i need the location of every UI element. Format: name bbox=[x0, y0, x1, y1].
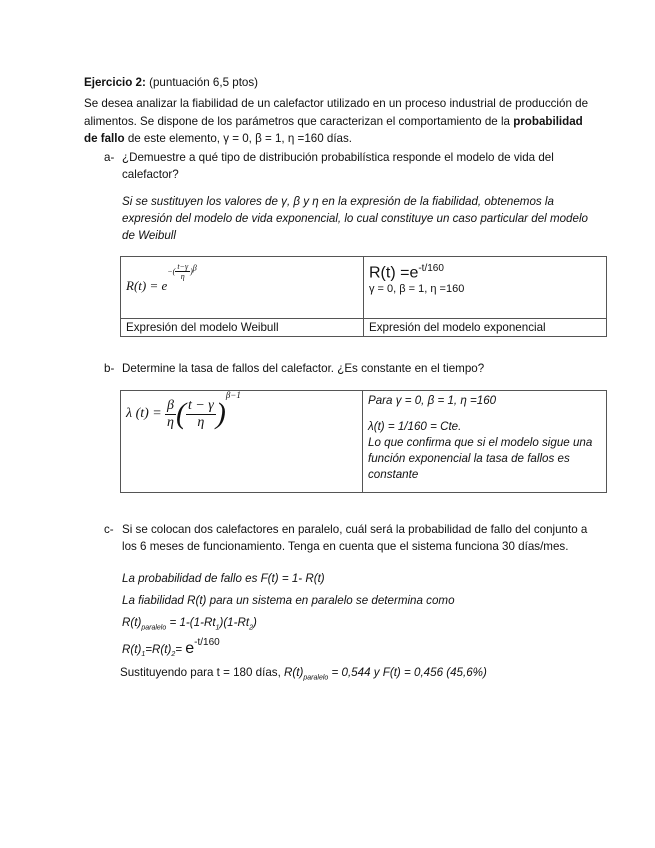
intro-bold: de fallo bbox=[84, 132, 125, 145]
frac-num: β bbox=[166, 397, 174, 413]
question-marker-b: b- bbox=[104, 362, 115, 375]
exponential-formula bbox=[364, 257, 607, 319]
formula-exponent: −( t−γ η )β bbox=[167, 262, 197, 282]
intro-line bbox=[84, 113, 583, 130]
answer-line: λ(t) = 1/160 = Cte. bbox=[368, 420, 462, 433]
question-marker-c: c- bbox=[104, 523, 114, 536]
failure-rate-table bbox=[120, 390, 607, 493]
question-b: Determine la tasa de fallos del calefactor. ¿Es constante en el tiempo? bbox=[122, 362, 485, 375]
exponential-caption: Expresión del modelo exponencial bbox=[364, 319, 607, 337]
answer-line: función exponencial la tasa de fallos es bbox=[368, 452, 570, 465]
sub: 1 bbox=[215, 624, 220, 632]
t: =R(t) bbox=[145, 642, 172, 656]
sub: 2 bbox=[171, 651, 176, 659]
frac-num: t − γ bbox=[187, 397, 214, 413]
answer-a: de Weibull bbox=[122, 229, 176, 242]
intro-text: alimentos. Se dispone de los parámetros que caracterizan el comportamiento de la bbox=[84, 115, 514, 128]
power: -t/160 bbox=[418, 263, 444, 274]
answer-c bbox=[122, 637, 220, 663]
sub: 1 bbox=[141, 651, 146, 659]
weibull-formula bbox=[121, 257, 364, 319]
failure-rate-answer bbox=[363, 391, 607, 493]
intro-line: Se desea analizar la fiabilidad de un calefactor utilizado en un proceso industrial de producción de bbox=[84, 97, 589, 110]
exercise-heading bbox=[84, 74, 258, 91]
intro-text: de este elemento, γ = 0, β = 1, η =160 días. bbox=[124, 132, 353, 145]
answer-c bbox=[122, 614, 257, 636]
t: e bbox=[185, 639, 195, 657]
intro-line bbox=[84, 130, 352, 147]
frac-den: η bbox=[180, 272, 185, 282]
frac-num: t−γ bbox=[177, 262, 189, 272]
answer-line: constante bbox=[368, 468, 419, 481]
answer-line: Para γ = 0, β = 1, η =160 bbox=[368, 394, 497, 407]
t: = 0,544 y F(t) = 0,456 (45,6%) bbox=[328, 666, 487, 679]
t: R(t) bbox=[122, 616, 142, 629]
answer-c-result bbox=[120, 664, 487, 686]
t: ) bbox=[252, 616, 257, 629]
sub: paralelo bbox=[303, 674, 329, 682]
question-marker-a: a- bbox=[104, 151, 115, 164]
frac-den: η bbox=[197, 414, 205, 430]
answer-line: Lo que confirma que si el modelo sigue una bbox=[368, 436, 593, 449]
answer-c: La fiabilidad R(t) para un sistema en paralelo se determina como bbox=[122, 594, 455, 607]
question-c: Si se colocan dos calefactores en paralelo, cuál será la probabilidad de fallo del conjunto a bbox=[122, 523, 588, 536]
intro-bold: probabilidad bbox=[513, 115, 583, 128]
formula-params: γ = 0, β = 1, η =160 bbox=[369, 283, 465, 296]
formula-text: λ (t) = bbox=[126, 406, 162, 422]
question-a: calefactor? bbox=[122, 168, 179, 181]
power: β−1 bbox=[225, 390, 241, 401]
t: R(t) bbox=[122, 642, 142, 656]
power: -t/160 bbox=[194, 637, 220, 648]
heading-score: (puntuación 6,5 ptos) bbox=[149, 76, 259, 89]
t: = bbox=[175, 642, 186, 656]
t: R(t) bbox=[284, 666, 304, 679]
t: = 1-(1-Rt bbox=[166, 616, 216, 629]
question-a: ¿Demuestre a qué tipo de distribución probabilística responde el modelo de vida del bbox=[122, 151, 554, 164]
question-c: los 6 meses de funcionamiento. Tenga en cuenta que el sistema funciona 30 días/mes. bbox=[122, 540, 569, 553]
reliability-table bbox=[120, 256, 607, 337]
t: Sustituyendo para t = 180 días, bbox=[120, 666, 285, 679]
t: )(1-Rt bbox=[219, 616, 250, 629]
weibull-caption: Expresión del modelo Weibull bbox=[121, 319, 364, 337]
heading-title: Ejercicio 2: bbox=[84, 76, 146, 89]
sub: paralelo bbox=[141, 624, 167, 632]
frac-den: η bbox=[166, 414, 174, 430]
failure-rate-formula: λ (t) = $\frac{\beta}{\eta}$ ( $\frac{t - \gamma}{\eta}$ )$^{\beta-1}$ bbox=[121, 391, 363, 493]
answer-c: La probabilidad de fallo es F(t) = 1- R(t) bbox=[122, 572, 325, 585]
power: β bbox=[192, 263, 197, 273]
formula-text: R(t) =e bbox=[369, 264, 419, 282]
answer-a: expresión del modelo de vida exponencial, lo cual constituye un caso particular del modelo bbox=[122, 212, 588, 225]
sub: 2 bbox=[249, 624, 253, 632]
answer-a: Si se sustituyen los valores de γ, β y η en la expresión de la fiabilidad, obtenemos la bbox=[122, 195, 554, 208]
formula-text: R(t) = e bbox=[126, 277, 168, 293]
